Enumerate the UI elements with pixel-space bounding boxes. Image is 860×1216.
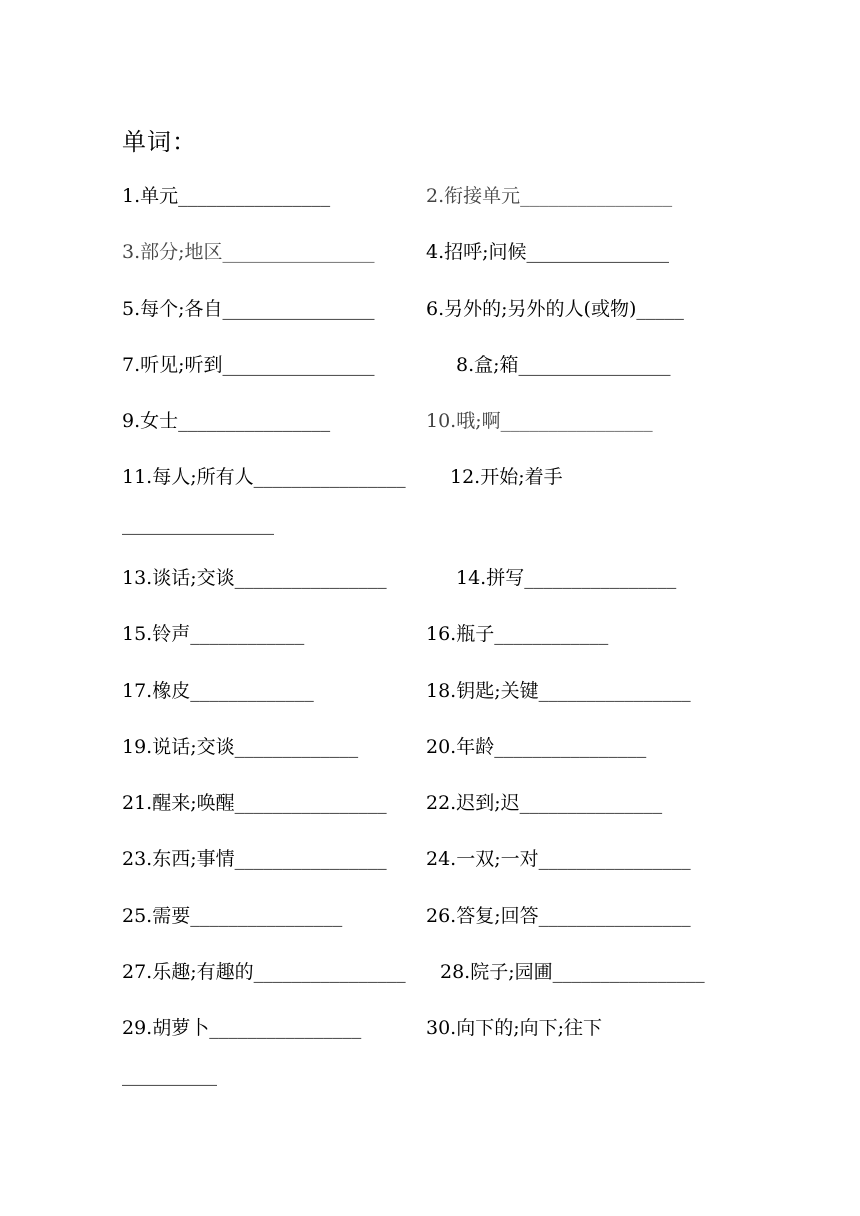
vocab-item-24: 24.一双;一对________________ [426, 848, 691, 870]
vocab-item-16: 16.瓶子____________ [426, 623, 609, 645]
vocab-item-10: 10.哦;啊________________ [426, 410, 653, 432]
vocab-item-11: 11.每人;所有人________________ [122, 466, 406, 488]
vocab-item-22: 22.迟到;迟_______________ [426, 792, 663, 814]
vocab-item-20: 20.年龄________________ [426, 736, 647, 758]
vocab-item-6: 6.另外的;另外的人(或物)_____ [426, 298, 684, 320]
vocab-item-4: 4.招呼;问候_______________ [426, 241, 670, 263]
vocab-item-13: 13.谈话;交谈________________ [122, 567, 387, 589]
vocab-item-25: 25.需要________________ [122, 905, 343, 927]
vocab-item-2: 2.衔接单元________________ [426, 185, 673, 207]
vocab-item-21: 21.醒来;唤醒________________ [122, 792, 387, 814]
vocab-item-19: 19.说话;交谈_____________ [122, 736, 359, 758]
vocab-item-28: 28.院子;园圃________________ [440, 961, 705, 983]
vocab-item-12: 12.开始;着手 [450, 466, 563, 488]
vocab-item-23: 23.东西;事情________________ [122, 848, 387, 870]
vocab-item-1: 1.单元________________ [122, 185, 331, 207]
vocab-item-26: 26.答复;回答________________ [426, 905, 691, 927]
vocab-item-14: 14.拼写________________ [456, 567, 677, 589]
vocab-item-3: 3.部分;地区________________ [122, 241, 375, 263]
vocab-item-30: 30.向下的;向下;往下 [426, 1017, 603, 1039]
vocab-item-7: 7.听见;听到________________ [122, 354, 375, 376]
vocab-item-27: 27.乐趣;有趣的________________ [122, 961, 406, 983]
vocab-item-15: 15.铃声____________ [122, 623, 305, 645]
section-heading: 单词： [122, 128, 197, 156]
vocab-item-18: 18.钥匙;关键________________ [426, 680, 691, 702]
vocab-item-5: 5.每个;各自________________ [122, 298, 375, 320]
vocab-item-17: 17.橡皮_____________ [122, 680, 314, 702]
vocab-item-9: 9.女士________________ [122, 410, 331, 432]
vocab-item-12-blank: ________________ [122, 513, 274, 535]
vocab-item-29: 29.胡萝卜________________ [122, 1017, 362, 1039]
vocab-item-8: 8.盒;箱________________ [456, 354, 671, 376]
vocab-item-30-blank: __________ [122, 1064, 217, 1086]
